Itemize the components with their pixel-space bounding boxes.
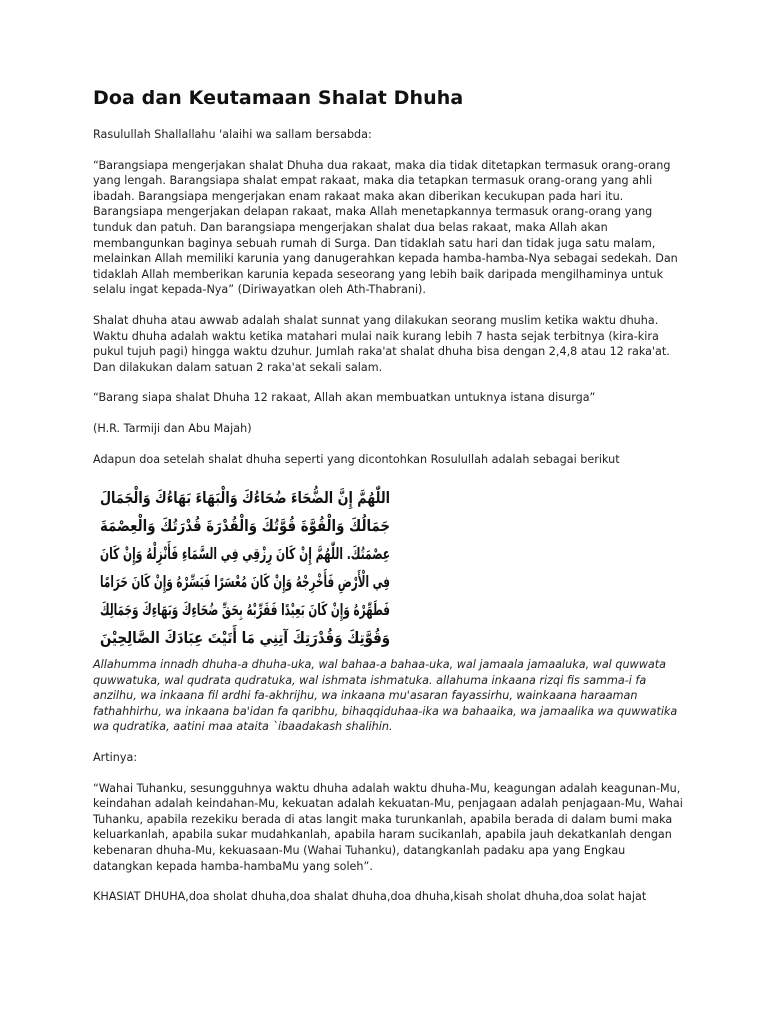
arabic-line: فَطَهِّرْهُ وَإِنْ كَانَ بَعِيْدًا فَقَرِّبْهُ بِحَقِّ ضُحَاءِكَ وَبَهَاءِكَ وَجَمَالِكَ bbox=[100, 601, 531, 620]
page-title: Doa dan Keutamaan Shalat Dhuha bbox=[93, 87, 464, 109]
hadith-quote: “Barang siapa shalat Dhuha 12 rakaat, Allah akan membuatkan untuknya istana disurga” bbox=[93, 391, 596, 405]
translation-paragraph: “Wahai Tuhanku, sesungguhnya waktu dhuha adalah waktu dhuha-Mu, keagungan adalah keagunan-Mu, keindahan adalah keindahan-Mu, kekuatan adalah kekuatan-Mu, penjagaan adalah penjagaan-Mu, Wahai Tuhanku, apabila rezekiku berada di atas langit maka turunkanlah, apabila berada di dalam bumi maka keluarkanlah, apabila sukar mudahkanlah, apabila haram sucikanlah, apabila jauh dekatkanlah dengan kebenaran dhuha-Mu, kekuasaan-Mu (Wahai Tuhanku), datangkanlah padaku apa yang Engkau datangkan kepada hamba-hambaMu yang soleh”. bbox=[93, 781, 683, 873]
intro-paragraph: Rasulullah Shallallahu 'alaihi wa sallam bersabda: bbox=[93, 128, 372, 141]
hadith-source: (H.R. Tarmiji dan Abu Majah) bbox=[93, 421, 252, 435]
arabic-line: فِي الْأَرْضِ فَأَخْرِجْهُ وَإِنْ كَانَ مُعْسَرًا فَيَسِّرْهُ وَإِنْ كَانَ حَرَامًا bbox=[100, 573, 533, 592]
artinya-label: Artinya: bbox=[93, 751, 138, 765]
transliteration-paragraph: Allahumma innadh dhuha-a dhuha-uka, wal bahaa-a bahaa-uka, wal jamaala jamaaluka, wal quwwata quwwatuka, wal qudrata qudratuka, wal ishmata ishmatuka. allahuma inkaana rizqi fis samma-i fa anzilhu, wa inkaana fil ardhi fa-akhrijhu, wa inkaana mu'asaran fayassirhu, wainkaana haraaman fathahhirhu, wa inkaana ba'idan fa qaribhu, bihaqqiduhaa-ika wa bahaaika, wa jamaalika wa quwwatika wa qudratika, aatini maa ataita `ibaadakash shalihin. bbox=[93, 658, 678, 734]
doa-intro-paragraph: Adapun doa setelah shalat dhuha seperti yang dicontohkan Rosulullah adalah sebagai berikut bbox=[93, 452, 620, 466]
keywords-line: KHASIAT DHUHA,doa sholat dhuha,doa shalat dhuha,doa dhuha,kisah sholat dhuha,doa solat hajat bbox=[93, 890, 647, 904]
document-page bbox=[93, 86, 683, 905]
arabic-line: جَمَالُكَ وَالْقُوَّةَ قُوَّتُكَ وَالْقُدْرَةَ قُدْرَتُكَ وَالْعِصْمَةَ bbox=[100, 517, 438, 536]
hadith-paragraph: “Barangsiapa mengerjakan shalat Dhuha dua rakaat, maka dia tidak ditetapkan termasuk orang-orang yang lengah. Barangsiapa shalat empat rakaat, maka dia tetapkan termasuk orang-orang yang ahli ibadah. Barangsiapa mengerjakan enam rakaat maka akan diberikan kecukupan pada hari itu. Barangsiapa mengerjakan delapan rakaat, maka Allah menetapkannya termasuk orang-orang yang tunduk dan patuh. Dan barangsiapa mengerjakan shalat dua belas rakaat, maka Allah akan membangunkan baginya sebuah rumah di Surga. Dan tidaklah satu hari dan tidak juga satu malam, melainkan Allah memiliki karunia yang danugerahkan kepada hamba-hamba-Nya sebagai sedekah. Dan tidaklah Allah memberikan karunia kepada seseorang yang lebih baik daripada mengilhaminya untuk selalu ingat kepada-Nya” (Diriwayatkan oleh Ath-Thabrani). bbox=[93, 158, 678, 297]
arabic-line: عِصْمَتُكَ. اللّٰهُمَّ إِنْ كَانَ رِزْقِي فِي السَّمَاءِ فَأَنْزِلْهُ وَإِنْ كَانَ bbox=[100, 545, 522, 564]
explanation-paragraph: Shalat dhuha atau awwab adalah shalat sunnat yang dilakukan seorang muslim ketika waktu dhuha. Waktu dhuha adalah waktu ketika matahari mulai naik kurang lebih 7 hasta sejak terbitnya (kira-kira pukul tujuh pagi) hingga waktu dzuhur. Jumlah raka'at shalat dhuha bisa dengan 2,4,8 atau 12 raka'at. Dan dilakukan dalam satuan 2 raka'at sekali salam. bbox=[93, 313, 670, 374]
arabic-line: وَقُوَّتِكَ وَقُدْرَتِكَ آتِنِي مَا أَتَيْتَ عِبَادَكَ الصَّالِحِيْنَ bbox=[100, 629, 437, 648]
arabic-line: اللّٰهُمَّ إِنَّ الضُّحَاءَ ضُحَاءُكَ وَالْبَهَاءَ بَهَاءُكَ وَالْجَمَالَ bbox=[100, 489, 453, 508]
arabic-doa-image bbox=[97, 481, 533, 651]
